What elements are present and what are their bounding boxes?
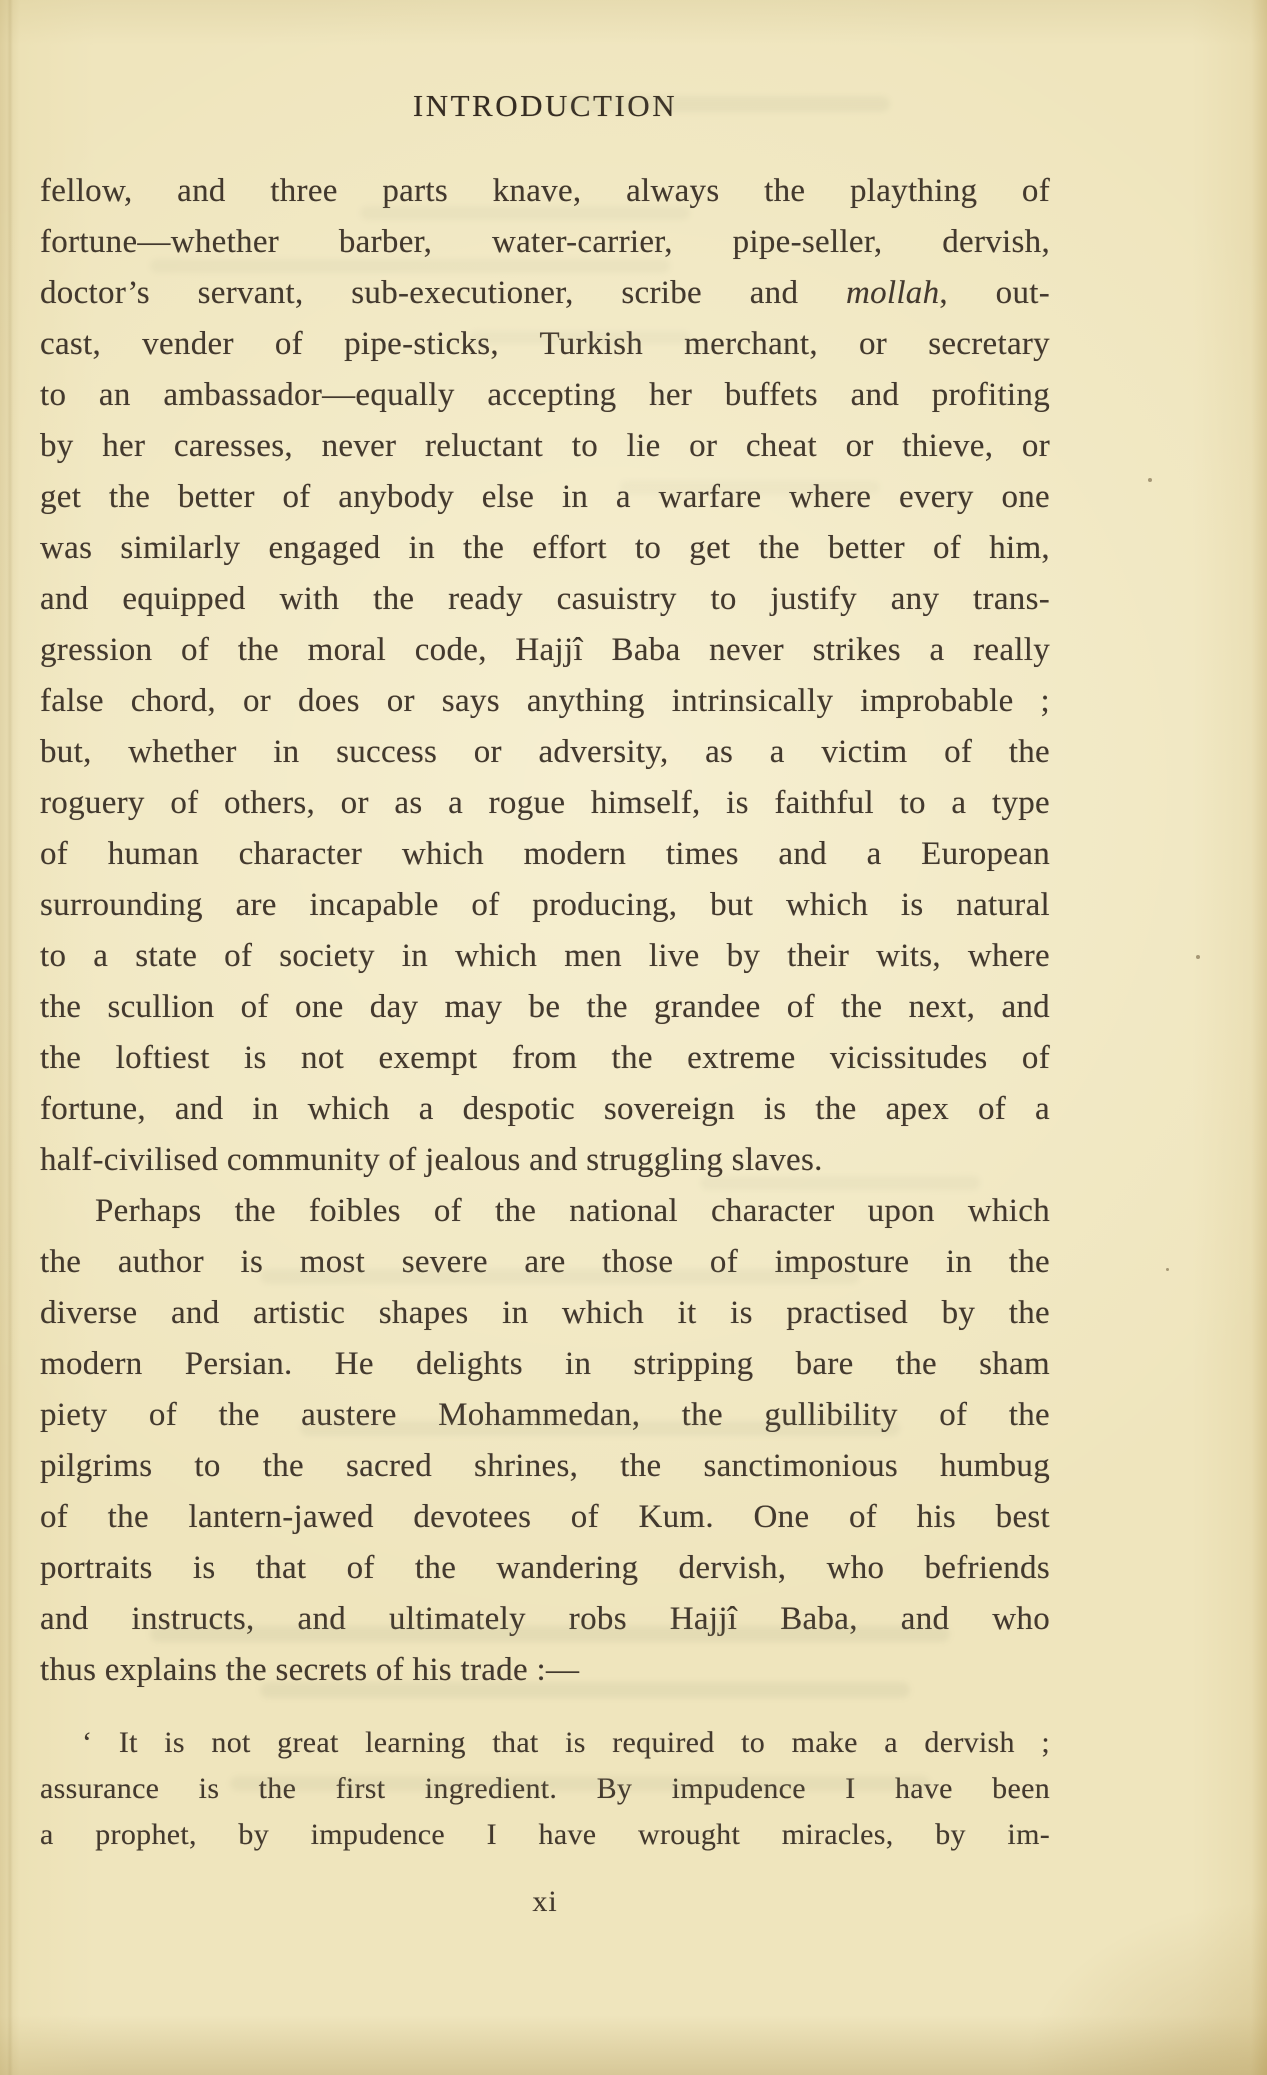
text-line: the loftiest is not exempt from the extreme vicissitudes of (40, 1040, 1050, 1076)
text-line: but, whether in success or adversity, as a victim of the (40, 734, 1050, 770)
text-line (40, 268, 1050, 319)
text-line: gression of the moral code, Hajjî Baba never strikes a really (40, 632, 1050, 668)
text-line: ‘ It is not great learning that is required to make a dervish ; (82, 1726, 1050, 1759)
text-line: thus explains the secrets of his trade :— (40, 1652, 580, 1688)
text-line: fortune—whether barber, water-carrier, pipe-seller, dervish, (40, 224, 1050, 260)
text-line: piety of the austere Mohammedan, the gullibility of the (40, 1397, 1050, 1433)
page-heading: INTRODUCTION (412, 88, 678, 123)
body-text (40, 166, 1050, 1696)
text-line: diverse and artistic shapes in which it is practised by the (40, 1295, 1050, 1331)
page-gutter-shading (7, 0, 13, 2075)
text-line: the scullion of one day may be the grandee of the next, and (40, 989, 1050, 1025)
text-line: and instructs, and ultimately robs Hajjî Baba, and who (40, 1601, 1050, 1637)
text-line: false chord, or does or says anything intrinsically improbable ; (40, 683, 1050, 719)
paper-speck (1166, 1268, 1169, 1271)
text-line: half-civilised community of jealous and struggling slaves. (40, 1142, 823, 1178)
text-line: Perhaps the foibles of the national character upon which (95, 1193, 1050, 1229)
text-line: assurance is the first ingredient. By impudence I have been (40, 1772, 1050, 1805)
text-line: of the lantern-jawed devotees of Kum. One of his best (40, 1499, 1050, 1535)
italic-term: mollah (845, 275, 940, 311)
text-segment: doctor’s servant, sub-executioner, scribe and (40, 275, 846, 311)
text-line: modern Persian. He delights in stripping bare the sham (40, 1346, 1050, 1382)
text-segment: , out- (939, 275, 1050, 311)
text-line: and equipped with the ready casuistry to justify any trans- (40, 581, 1050, 617)
text-line: to a state of society in which men live by their wits, where (40, 938, 1050, 974)
text-line: fortune, and in which a despotic sovereign is the apex of a (40, 1091, 1050, 1127)
text-line: cast, vender of pipe-sticks, Turkish merchant, or secretary (40, 326, 1050, 362)
text-line: to an ambassador—equally accepting her buffets and profiting (40, 377, 1050, 413)
text-line: get the better of anybody else in a warfare where every one (40, 479, 1050, 515)
text-line: pilgrims to the sacred shrines, the sanctimonious humbug (40, 1448, 1050, 1484)
paper-speck (1196, 955, 1200, 959)
text-line: the author is most severe are those of imposture in the (40, 1244, 1050, 1280)
block-quote (40, 1720, 1050, 1858)
text-line: fellow, and three parts knave, always the plaything of (40, 173, 1050, 209)
text-line: surrounding are incapable of producing, but which is natural (40, 887, 1050, 923)
page-number: xi (532, 1885, 558, 1918)
text-line: by her caresses, never reluctant to lie or cheat or thieve, or (40, 428, 1050, 464)
paper-speck (1148, 478, 1152, 482)
text-line: was similarly engaged in the effort to get the better of him, (40, 530, 1050, 566)
text-line: roguery of others, or as a rogue himself, is faithful to a type (40, 785, 1050, 821)
text-line: portraits is that of the wandering dervish, who befriends (40, 1550, 1050, 1586)
text-line: a prophet, by impudence I have wrought miracles, by im- (40, 1818, 1050, 1851)
text-line: of human character which modern times and a European (40, 836, 1050, 872)
